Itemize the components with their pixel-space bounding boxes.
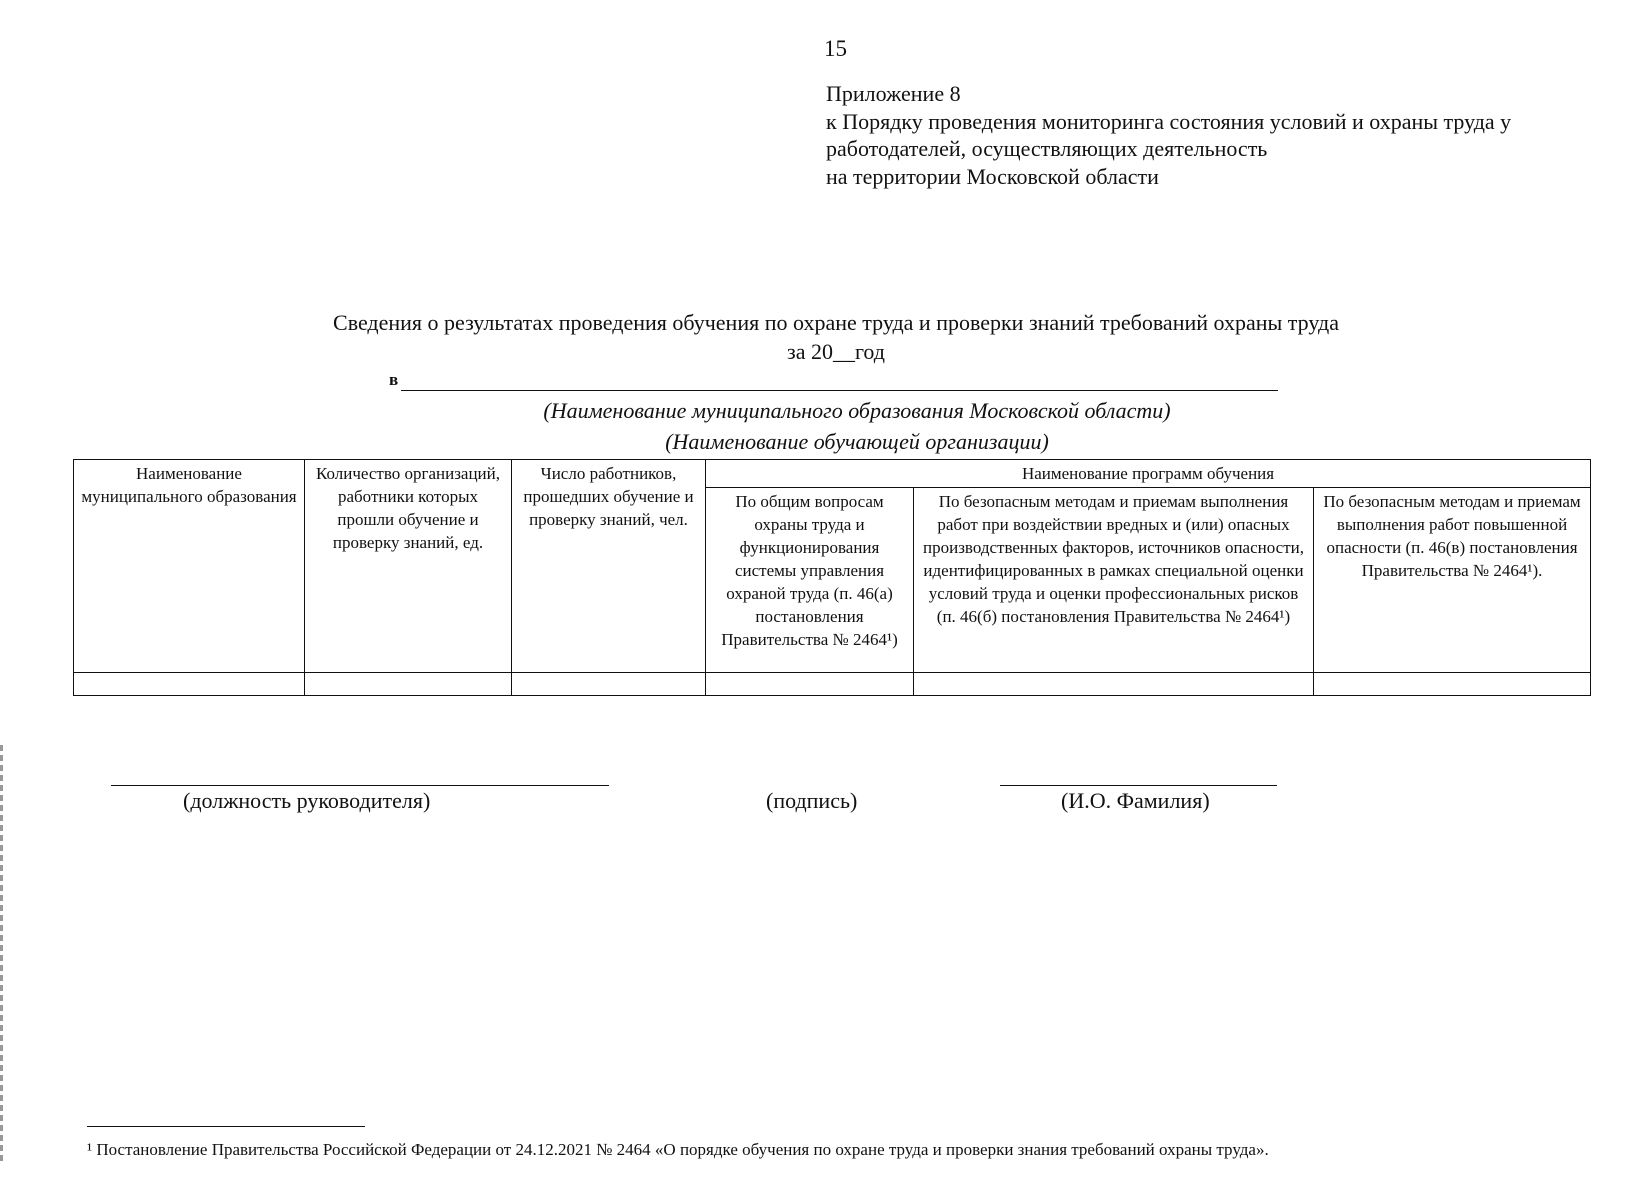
appendix-line: работодателей, осуществляющих деятельность: [826, 136, 1268, 161]
page-number: 15: [824, 36, 847, 61]
results-table: [73, 459, 1591, 696]
table-cell[interactable]: [305, 673, 512, 696]
municipality-caption: (Наименование муниципального образования Московской области): [543, 398, 1171, 423]
header-program-b: По безопасным методам и приемам выполнения работ при воздействии вредных и (или) опасных производственных факторов, источников опасности, идентифицированных в рамках специальной оценки условий труда и оценки профессиональных рисков (п. 46(б) постановления Правительства № 2464¹): [914, 488, 1314, 673]
footnote-separator: [87, 1126, 365, 1127]
position-signature-line[interactable]: [111, 785, 609, 786]
appendix-line: к Порядку проведения мониторинга состояния условий и охраны труда у: [826, 108, 1512, 134]
name-caption: (И.О. Фамилия): [1061, 788, 1210, 813]
organization-caption: (Наименование обучающей организации): [665, 429, 1049, 454]
table-header-row: [74, 460, 1591, 488]
header-program-a: По общим вопросам охраны труда и функционирования системы управления охраной труда (п. 46(а) постановления Правительства № 2464¹): [706, 488, 914, 673]
title-line: Сведения о результатах проведения обучения по охране труда и проверки знаний требований охраны труда: [333, 310, 1339, 335]
table-cell[interactable]: [914, 673, 1314, 696]
appendix-line: на территории Московской области: [826, 163, 1159, 189]
appendix-header: [826, 80, 1511, 190]
position-caption: (должность руководителя): [183, 788, 431, 813]
signature-caption: (подпись): [766, 788, 858, 813]
table-cell[interactable]: [706, 673, 914, 696]
table-cell[interactable]: [74, 673, 305, 696]
name-signature-line[interactable]: [1000, 785, 1277, 786]
header-program-c: По безопасным методам и приемам выполнения работ повышенной опасности (п. 46(в) постановления Правительства № 2464¹).: [1314, 488, 1591, 673]
v-label: в: [389, 370, 399, 389]
table-cell[interactable]: [512, 673, 706, 696]
table-cell[interactable]: [1314, 673, 1591, 696]
header-worker-count: Число работников, прошедших обучение и проверку знаний, чел.: [512, 460, 706, 673]
municipality-fill-line[interactable]: [401, 390, 1278, 391]
table-row[interactable]: [74, 673, 1591, 696]
footnote: ¹ Постановление Правительства Российской Федерации от 24.12.2021 № 2464 «О порядке обучения по охране труда и проверки знания требований охраны труда».: [87, 1140, 1269, 1159]
scan-margin-mark: [0, 745, 3, 1165]
title-year: за 20__год: [787, 339, 885, 364]
document-title: [200, 308, 1472, 366]
header-municipality: Наименование муниципального образования: [74, 460, 305, 673]
header-programs: Наименование программ обучения: [706, 460, 1591, 488]
header-org-count: Количество организаций, работники которых прошли обучение и проверку знаний, ед.: [305, 460, 512, 673]
appendix-line: Приложение 8: [826, 81, 961, 106]
